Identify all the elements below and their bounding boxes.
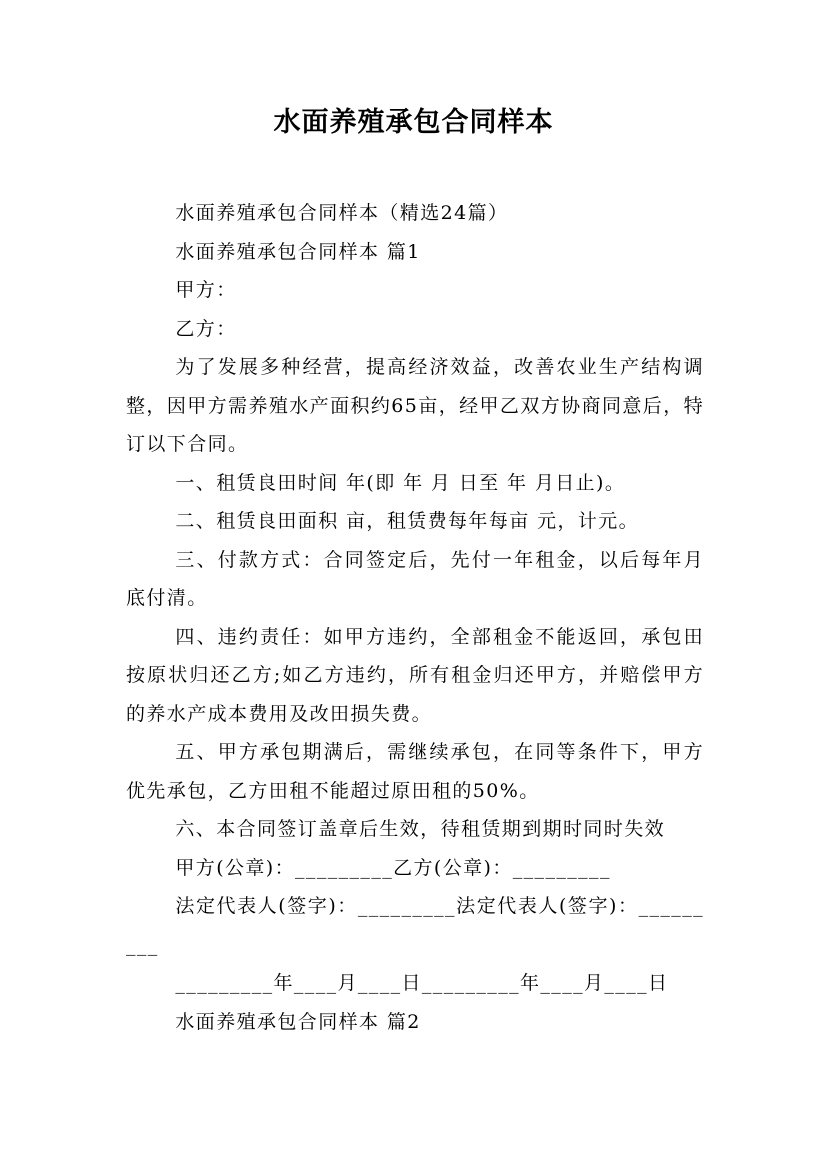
party-a-line: 甲方： bbox=[175, 279, 237, 301]
signature-line: 法定代表人(签字)：_________法定代表人(签字)：_________ bbox=[126, 895, 704, 956]
party-b-line: 乙方： bbox=[175, 317, 237, 340]
paragraph-subtitle: 水面养殖承包合同样本（精选24篇） bbox=[175, 202, 509, 224]
clause-2: 二、租赁良田面积 亩，租赁费每年每亩 元，计元。 bbox=[175, 510, 640, 532]
clause-5: 五、甲方承包期满后，需继续承包，在同等条件下，甲方优先承包，乙方田租不能超过原田租的50%。 bbox=[126, 741, 704, 802]
paragraph-section-heading-2: 水面养殖承包合同样本 篇2 bbox=[175, 1010, 421, 1033]
document-body bbox=[126, 194, 704, 1041]
clause-4: 四、违约责任：如甲方违约，全部租金不能返回，承包田按原状归还乙方;如乙方违约，所有租金归还甲方，并赔偿甲方的养水产成本费用及改田损失费。 bbox=[126, 625, 704, 725]
clause-3: 三、付款方式：合同签定后，先付一年租金，以后每年月底付清。 bbox=[126, 548, 704, 609]
clause-1: 一、租赁良田时间 年(即 年 月 日至 年 月日止)。 bbox=[175, 471, 626, 494]
document-title: 水面养殖承包合同样本 bbox=[273, 107, 554, 138]
seal-line: 甲方(公章)：_________乙方(公章)：_________ bbox=[175, 856, 611, 879]
date-line: _________年____月____日_________年____月____日 bbox=[175, 972, 669, 994]
paragraph-preamble: 为了发展多种经营，提高经济效益，改善农业生产结构调整，因甲方需养殖水产面积约65亩，经甲乙双方协商同意后，特订以下合同。 bbox=[126, 356, 704, 455]
clause-6: 六、本合同签订盖章后生效，待租赁期到期时同时失效 bbox=[175, 818, 665, 840]
paragraph-section-heading-1: 水面养殖承包合同样本 篇1 bbox=[175, 240, 421, 263]
